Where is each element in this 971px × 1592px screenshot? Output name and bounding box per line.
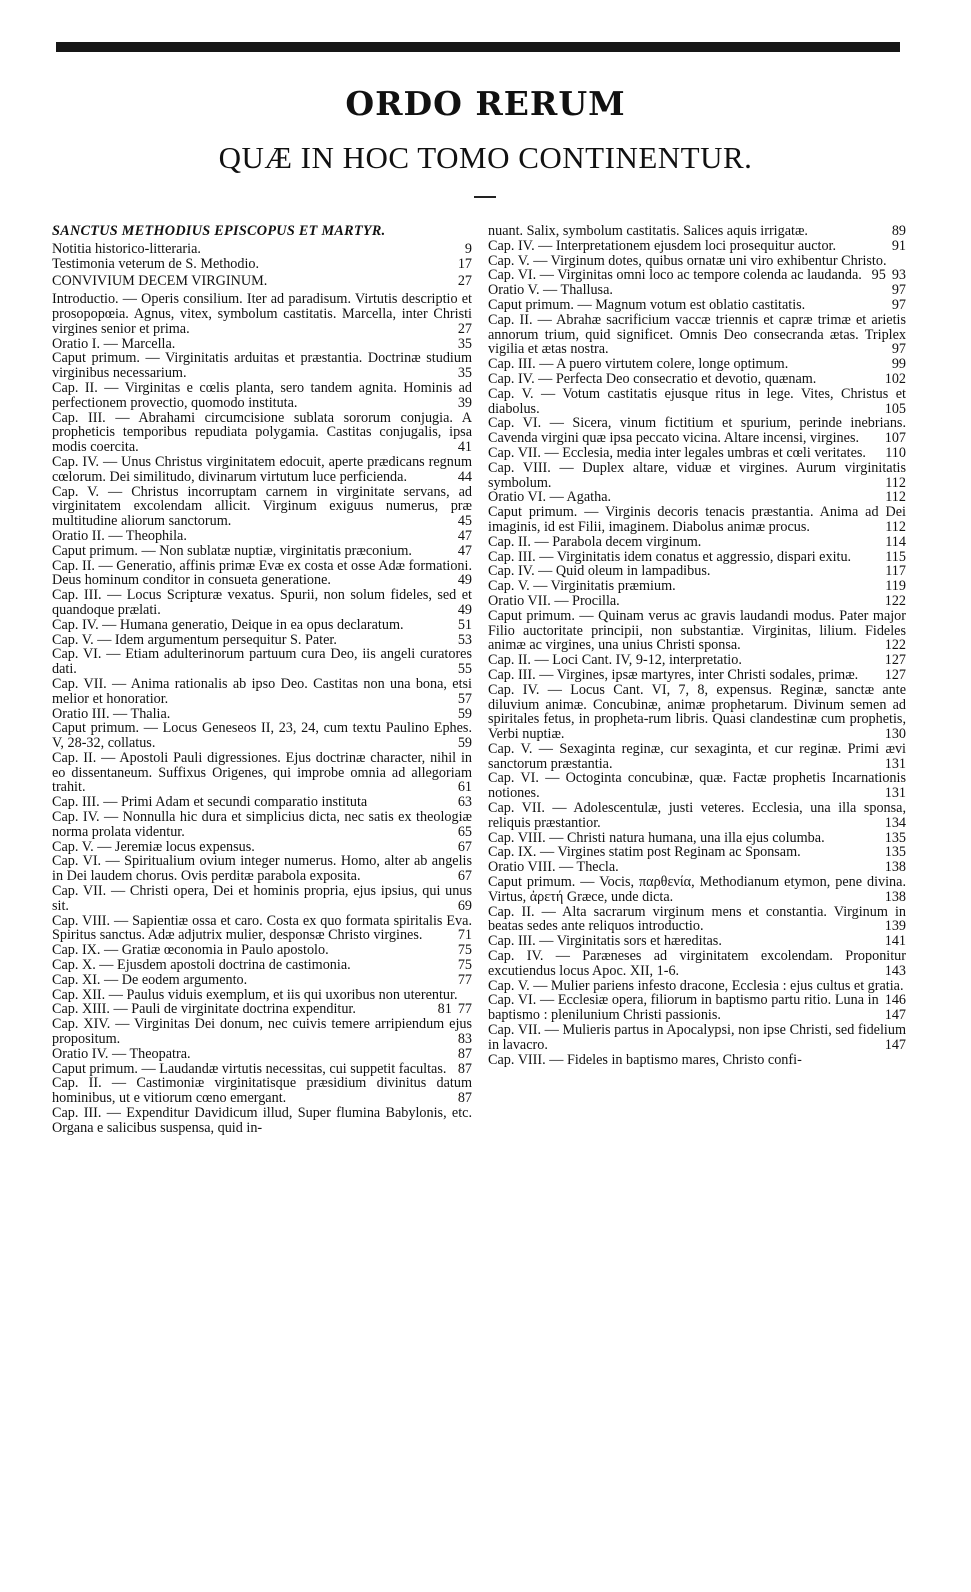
toc-entry-page: 47 bbox=[457, 542, 472, 559]
toc-entry bbox=[488, 313, 906, 357]
toc-entry-text: Cap. V. — Mulier pariens infesto dracone, Ecclesia : ejus cultus et gratia. bbox=[488, 977, 904, 994]
toc-entry-text: Cap. VI. — Virginitas omni loco ac tempore colenda ac laudanda. bbox=[488, 267, 862, 284]
toc-entry-page: 59 bbox=[457, 735, 472, 752]
toc-entry-page: 130 bbox=[884, 726, 906, 743]
toc-entry-text: Cap. V. — Votum castitatis ejusque ritus in lege. Vites, Christus et diabolus. bbox=[488, 385, 906, 417]
toc-entry bbox=[52, 1047, 472, 1062]
toc-entry-page: 146 bbox=[884, 992, 906, 1009]
toc-entry bbox=[52, 411, 472, 455]
toc-entry-page: 57 bbox=[457, 690, 472, 707]
toc-entry bbox=[488, 860, 906, 875]
toc-entry-page: 75 bbox=[457, 942, 472, 959]
toc-entry-page: 117 bbox=[885, 563, 906, 580]
toc-entry-page: 81 bbox=[437, 1001, 452, 1018]
toc-entry-page: 87 bbox=[457, 1045, 472, 1062]
toc-entry-text: Cap. V. — Jeremiæ locus expensus. bbox=[52, 838, 255, 855]
toc-entry-text: Cap. IV. — Humana generatio, Deique in ea opus declaratum. bbox=[52, 616, 404, 633]
toc-entry bbox=[52, 381, 472, 411]
toc-entry-page: 139 bbox=[884, 918, 906, 935]
toc-entry-page: 61 bbox=[457, 779, 472, 796]
toc-entry-page: 49 bbox=[457, 572, 472, 589]
toc-entry-text: Cap. IX. — Virgines statim post Reginam ac Sponsam. bbox=[488, 844, 801, 861]
toc-entry-text: Testimonia veterum de S. Methodio. bbox=[52, 255, 260, 272]
toc-entry-page: 135 bbox=[884, 829, 906, 846]
toc-entry-text: Notitia historico-litteraria. bbox=[52, 240, 201, 257]
toc-entry bbox=[488, 579, 906, 594]
toc-entry-text: Caput primum. — Vocis, παρθενία, Methodianum etymon, pene divina. Virtus, ἀρετή Græce, unde dicta. bbox=[488, 874, 906, 905]
toc-entry bbox=[52, 274, 472, 289]
toc-entry bbox=[488, 905, 906, 935]
toc-entry-page: 107 bbox=[884, 430, 906, 447]
toc-entry-page: 141 bbox=[884, 933, 906, 950]
toc-entry-page: 39 bbox=[457, 394, 472, 411]
toc-entry-text: Caput primum. — Laudandæ virtutis necessitas, cui suppetit facultas. bbox=[52, 1060, 447, 1077]
toc-entry-page: 122 bbox=[884, 637, 906, 654]
toc-entry-page: 51 bbox=[457, 616, 472, 633]
toc-entry bbox=[488, 683, 906, 742]
toc-entry bbox=[488, 446, 906, 461]
toc-entry-text: Cap. III. — Primi Adam et secundi comparatio instituta bbox=[52, 794, 368, 811]
toc-entry-page: 135 bbox=[884, 844, 906, 861]
toc-entry-page: 147 bbox=[884, 1036, 906, 1053]
toc-entry bbox=[52, 529, 472, 544]
toc-entry bbox=[52, 292, 472, 336]
toc-entry-text: Caput primum. — Locus Geneseos II, 23, 24, cum textu Paulino Ephes. V, 28-32, collatus. bbox=[52, 720, 472, 752]
toc-entry bbox=[52, 455, 472, 485]
toc-entry-text: Oratio II. — Theophila. bbox=[52, 527, 187, 544]
toc-entry-text: Cap. V. — Christus incorruptam carnem in virginitate servans, ad virginitatem excolendam allicit. Virginum exiguus numerus, præ multitudine aliorum sanctorum. bbox=[52, 483, 472, 530]
toc-entry-page: 87 bbox=[457, 1090, 472, 1107]
toc-entry bbox=[52, 707, 472, 722]
toc-entry bbox=[52, 559, 472, 589]
toc-entry-text: Cap. IV. — Paræneses ad virginitatem excolendam. Proponitur excutiendus locus Apoc. XII, 1-6. bbox=[488, 948, 906, 979]
toc-entry bbox=[52, 677, 472, 707]
toc-entry-text: Cap. IX. — Gratiæ œconomia in Paulo apostolo. bbox=[52, 942, 329, 959]
toc-entry-page: 138 bbox=[884, 859, 906, 876]
toc-entry-text: Cap. IV. — Interpretationem ejusdem loci prosequitur auctor. bbox=[488, 237, 837, 254]
toc-entry-text: Cap. VII. — Mulieris partus in Apocalypsi, non ipse Christi, sed fidelium in lavacro. bbox=[488, 1022, 906, 1053]
toc-entry-page: 41 bbox=[457, 439, 472, 456]
toc-entry-page: 138 bbox=[884, 888, 906, 905]
toc-entry-page: 102 bbox=[884, 370, 906, 387]
toc-entry-text: CONVIVIUM DECEM VIRGINUM. bbox=[52, 273, 268, 290]
toc-entry bbox=[488, 550, 906, 565]
toc-entry-page: 69 bbox=[457, 897, 472, 914]
toc-entry-text: Cap. VIII. — Fideles in baptismo mares, Christo confi- bbox=[488, 1051, 802, 1068]
toc-entry bbox=[52, 588, 472, 618]
toc-entry-text: Cap. III. — Abrahami circumcisione sublata sororum conjugia. A propheticis temporibus repudiata polygamia. Castitas conjugalis, ipsa modis coercita. bbox=[52, 409, 472, 456]
toc-entry bbox=[488, 653, 906, 668]
toc-entry bbox=[52, 1017, 472, 1047]
toc-entry-text: Cap. VI. — Ecclesiæ opera, filiorum in baptismo partu ritio. Luna in baptismo : plenilunium Christi passionis. bbox=[488, 992, 879, 1024]
toc-entry bbox=[52, 633, 472, 648]
toc-entry-text: Cap. II. — Virginitas e cœlis planta, sero tandem agnita. Hominis ad perfectionem provectio, quomodo instituta. bbox=[52, 379, 472, 411]
toc-entry-text: Cap. II. — Parabola decem virginum. bbox=[488, 533, 702, 550]
toc-entry bbox=[488, 387, 906, 417]
toc-entry-text: Caput primum. — Virginis decoris tenacis præstantia. Anima ad Dei imaginis, id est Filii, imaginem. Diabolus animæ procus. bbox=[488, 504, 906, 535]
toc-entry-page: 143 bbox=[884, 962, 906, 979]
toc-entry-text: SANCTUS METHODIUS EPISCOPUS ET MARTYR. bbox=[52, 223, 386, 239]
toc-entry-text: Oratio VII. — Procilla. bbox=[488, 592, 620, 609]
toc-entry bbox=[52, 943, 472, 958]
toc-entry-page: 53 bbox=[457, 631, 472, 648]
toc-entry bbox=[488, 372, 906, 387]
toc-entry-page: 35 bbox=[457, 365, 472, 382]
toc-entry-text: Oratio VI. — Agatha. bbox=[488, 489, 612, 506]
toc-entry-page: 99 bbox=[891, 356, 906, 373]
toc-entry-text: Cap. IV. — Locus Cant. VI, 7, 8, expensus. Reginæ, sanctæ ante diluvium animæ. Concubinæ, animæ prophetarum. Divinum semen ad spiritales fetus, in propheta-rum libris. Quasi clandestinæ cum prophetis, Verbi nuptiæ. bbox=[488, 681, 906, 743]
toc-entry-page: 75 bbox=[457, 957, 472, 974]
toc-entry-page: 112 bbox=[885, 474, 906, 491]
toc-entry-text: Oratio IV. — Theopatra. bbox=[52, 1045, 191, 1062]
toc-entry bbox=[52, 257, 472, 272]
toc-entry-page: 127 bbox=[884, 666, 906, 683]
page-subtitle: QUÆ IN HOC TOMO CONTINENTUR. bbox=[218, 140, 753, 175]
toc-entry-text: Cap. IV. — Quid oleum in lampadibus. bbox=[488, 563, 711, 580]
toc-entry-page: 44 bbox=[457, 468, 472, 485]
toc-entry-text: Cap. XII. — Paulus viduis exemplum, et iis qui uxoribus non uterentur. bbox=[52, 986, 458, 1003]
toc-entry bbox=[488, 949, 906, 979]
toc-entry bbox=[52, 795, 472, 810]
toc-entry bbox=[52, 914, 472, 944]
toc-entry-page: 134 bbox=[884, 814, 906, 831]
toc-entry-page: 131 bbox=[884, 755, 906, 772]
toc-entry bbox=[488, 801, 906, 831]
left-column bbox=[52, 224, 472, 1136]
toc-entry-page: 91 bbox=[891, 237, 906, 254]
toc-entry-text: Caput primum. — Virginitatis arduitas et præstantia. Doctrinæ studium virginibus necessarium. bbox=[52, 350, 472, 382]
toc-entry-text: Caput primum. — Non sublatæ nuptiæ, virginitatis præconium. bbox=[52, 542, 412, 559]
toc-entry bbox=[488, 875, 906, 905]
toc-entry-page: 97 bbox=[891, 296, 906, 313]
toc-entry bbox=[488, 771, 906, 801]
toc-entry bbox=[488, 535, 906, 550]
toc-entry-text: Cap. III. — Virginitatis idem conatus et aggressio, dispari exitu. bbox=[488, 548, 852, 565]
toc-entry-page: 112 bbox=[885, 518, 906, 535]
toc-entry bbox=[488, 993, 906, 1023]
toc-entry bbox=[52, 751, 472, 795]
toc-entry bbox=[52, 242, 472, 257]
toc-entry-text: Cap. VIII. — Christi natura humana, una illa ejus columba. bbox=[488, 829, 825, 846]
toc-entry-text: Cap. II. — Alta sacrarum virginum mens et constantia. Virginum in beatas sedes ante reliquos introductio. bbox=[488, 903, 906, 935]
toc-entry-page: 45 bbox=[457, 513, 472, 530]
toc-entry-page: 55 bbox=[457, 661, 472, 678]
toc-entry bbox=[52, 544, 472, 559]
toc-entry-text: Cap. VII. — Anima rationalis ab ipso Deo. Castitas non una bona, etsi melior et honoratior. bbox=[52, 675, 472, 707]
toc-entry-page: 77 bbox=[457, 971, 472, 988]
toc-entry bbox=[488, 505, 906, 535]
toc-entry bbox=[52, 485, 472, 529]
toc-entry-page: 67 bbox=[457, 868, 472, 885]
toc-entry-page: 49 bbox=[457, 601, 472, 618]
toc-entry-page: 147 bbox=[884, 1007, 906, 1024]
toc-entry-text: Oratio I. — Marcella. bbox=[52, 335, 176, 352]
toc-entry-text: Cap. VI. — Sicera, vinum fictitium et spurium, perinde inebrians. Cavenda virgini quæ ipsa peccato vicina. Altare incensi, virgines. bbox=[488, 415, 906, 447]
toc-entry bbox=[52, 810, 472, 840]
toc-entry-text: Cap. VI. — Octoginta concubinæ, quæ. Factæ prophetis Incarnationis notiones. bbox=[488, 770, 906, 802]
toc-entry bbox=[488, 283, 906, 298]
toc-entry bbox=[52, 224, 472, 239]
toc-entry-text: Cap. IV. — Perfecta Deo consecratio et devotio, quænam. bbox=[488, 370, 817, 387]
toc-entry bbox=[52, 1002, 472, 1017]
toc-entry bbox=[52, 854, 472, 884]
toc-entry bbox=[52, 1062, 472, 1077]
toc-entry-text: Cap. VIII. — Duplex altare, viduæ et virgines. Aurum virginitatis symbolum. bbox=[488, 459, 906, 491]
toc-entry-text: Cap. V. — Virginum dotes, quibus ornatæ uni viro exhibentur Christo. bbox=[488, 252, 887, 269]
toc-entry-page: 110 bbox=[885, 444, 906, 461]
toc-entry-page: 17 bbox=[457, 255, 472, 272]
toc-entry-page: 67 bbox=[457, 838, 472, 855]
toc-entry-text: Cap. II. — Castimoniæ virginitatisque præsidium divinitus datum hominibus, ut e vitiorum cœno emergant. bbox=[52, 1075, 472, 1107]
top-rule bbox=[56, 42, 900, 52]
toc-entry-page: 97 bbox=[891, 341, 906, 358]
toc-entry bbox=[488, 934, 906, 949]
toc-entry-text: Cap. III. — Virgines, ipsæ martyres, inter Christi sodales, primæ. bbox=[488, 666, 859, 683]
toc-entry bbox=[488, 1053, 906, 1068]
toc-entry bbox=[52, 1106, 472, 1136]
toc-entry bbox=[488, 298, 906, 313]
toc-entry bbox=[488, 1023, 906, 1053]
toc-entry-text: Caput primum. — Quinam verus ac gravis laudandi modus. Pater major Filio auctoritate principii, non substantiæ. Virginitas, lilium. Fideles animæ ac virgines, una unius Christi sponsa. bbox=[488, 607, 906, 654]
toc-entry-page: 95 bbox=[871, 267, 886, 284]
toc-entry-text: Cap. III. — Virginitatis sors et hæreditas. bbox=[488, 933, 722, 950]
toc-entry-page: 27 bbox=[457, 320, 472, 337]
toc-entry-text: Cap. V. — Virginitatis præmium. bbox=[488, 578, 676, 595]
toc-entry-text: Oratio III. — Thalia. bbox=[52, 705, 171, 722]
toc-entry bbox=[488, 239, 906, 254]
toc-entry-text: Cap. II. — Generatio, affinis primæ Evæ ex costa et osse Adæ formationi. Deus hominum conditor in consueta generatione. bbox=[52, 557, 472, 589]
toc-entry-text: Cap. VI. — Etiam adulterinorum partuum cura Deo, iis angeli curatores dati. bbox=[52, 646, 472, 678]
toc-entry-text: Cap. X. — Ejusdem apostoli doctrina de castimonia. bbox=[52, 957, 351, 974]
toc-entry bbox=[488, 416, 906, 446]
toc-entry-text: Cap. VII. — Christi opera, Dei et hominis propria, ejus ipsius, qui unus sit. bbox=[52, 883, 472, 914]
toc-entry-text: Caput primum. — Magnum votum est oblatio castitatis. bbox=[488, 296, 806, 313]
toc-entry-text: Cap. II. — Loci Cant. IV, 9-12, interpretatio. bbox=[488, 652, 742, 669]
toc-entry-page: 77 bbox=[457, 1001, 472, 1018]
toc-entry-page: 83 bbox=[457, 1031, 472, 1048]
toc-entry-text: Cap. XIV. — Virginitas Dei donum, nec cuivis temere arripiendum ejus propositum. bbox=[52, 1016, 472, 1048]
toc-entry bbox=[52, 958, 472, 973]
toc-entry-page: 89 bbox=[891, 223, 906, 239]
toc-entry-page: 27 bbox=[457, 273, 472, 290]
toc-entry-text: Cap. III. — Locus Scripturæ vexatus. Spurii, non solum fideles, sed et quandoque prælati. bbox=[52, 587, 472, 618]
toc-entry-page: 115 bbox=[885, 548, 906, 565]
toc-entry-text: Oratio V. — Thallusa. bbox=[488, 282, 613, 299]
page-title: ORDO RERUM bbox=[345, 84, 626, 123]
toc-entry bbox=[52, 721, 472, 751]
toc-entry bbox=[488, 845, 906, 860]
toc-entry-text: Cap. IV. — Unus Christus virginitatem edocuit, aperte prædicans regnum cœlorum. Dei similitudo, divinarum virtutum luce perficienda. bbox=[52, 453, 472, 485]
toc-entry bbox=[52, 884, 472, 914]
toc-entry-text: Oratio VIII. — Thecla. bbox=[488, 859, 619, 876]
toc-entry-page: 119 bbox=[885, 578, 906, 595]
toc-entry bbox=[488, 268, 906, 283]
toc-entry-page: 87 bbox=[457, 1060, 472, 1077]
toc-entry-text: Cap. IV. — Nonnulla hic dura et simplicius dicta, nec satis ex theologiæ norma prolata videntur. bbox=[52, 809, 472, 840]
toc-entry-text: Cap. V. — Idem argumentum persequitur S. Pater. bbox=[52, 631, 337, 648]
right-column bbox=[488, 224, 906, 1067]
toc-entry-page: 131 bbox=[884, 785, 906, 802]
toc-entry-text: Cap. III. — Expenditur Davidicum illud, Super flumina Babylonis, etc. Organa e salicibus suspensa, quid in- bbox=[52, 1105, 472, 1136]
toc-entry bbox=[488, 594, 906, 609]
toc-entry bbox=[52, 618, 472, 633]
toc-entry bbox=[52, 1076, 472, 1106]
toc-entry-page: 93 bbox=[891, 267, 906, 284]
toc-entry bbox=[488, 357, 906, 372]
title-dash bbox=[474, 196, 496, 198]
toc-entry bbox=[52, 840, 472, 855]
toc-entry-page: 59 bbox=[457, 705, 472, 722]
toc-entry bbox=[488, 742, 906, 772]
toc-entry-text: Introductio. — Operis consilium. Iter ad paradisum. Virtutis descriptio et prosopopœia. Agnus, vitex, symbolum castitatis. Marcella, inter Christi virgines senior et prima. bbox=[52, 291, 472, 337]
toc-entry-text: Cap. III. — A puero virtutem colere, longe optimum. bbox=[488, 356, 789, 373]
toc-entry-page: 105 bbox=[884, 400, 906, 417]
toc-entry-text: nuant. Salix, symbolum castitatis. Salices aquis irrigatæ. bbox=[488, 223, 808, 239]
toc-entry bbox=[488, 490, 906, 505]
toc-entry-page: 112 bbox=[885, 489, 906, 506]
toc-entry-text: Cap. VIII. — Sapientiæ ossa et caro. Costa ex quo formata spiritalis Eva. Spiritus sanctus. Adæ adjutrix mulier, desponsæ Christo virgines. bbox=[52, 912, 472, 944]
toc-entry-page: 114 bbox=[885, 533, 906, 550]
toc-entry bbox=[52, 647, 472, 677]
toc-entry bbox=[488, 668, 906, 683]
toc-entry-page: 122 bbox=[884, 592, 906, 609]
toc-entry bbox=[488, 224, 906, 239]
toc-entry-text: Cap. II. — Apostoli Pauli digressiones. Ejus doctrinæ character, nihil in eo dissentaneum. Suffixus Origenes, qui improbe omnia ad allegoriam trahit. bbox=[52, 749, 472, 796]
toc-entry-text: Cap. XI. — De eodem argumento. bbox=[52, 971, 248, 988]
toc-entry bbox=[488, 564, 906, 579]
toc-entry-text: Cap. VII. — Adolescentulæ, justi veteres. Ecclesia, una illa sponsa, reliquis præstantior. bbox=[488, 800, 906, 831]
toc-entry bbox=[52, 351, 472, 381]
toc-entry-page: 9 bbox=[464, 240, 472, 257]
toc-entry-text: Cap. VII. — Ecclesia, media inter legales umbras et cœli veritates. bbox=[488, 444, 866, 461]
toc-entry-text: Cap. VI. — Spiritualium ovium integer numerus. Homo, alter ab angelis in Dei laudem chorus. Ovis perditæ parabola exposita. bbox=[52, 853, 472, 885]
toc-entry bbox=[52, 973, 472, 988]
toc-entry-page: 97 bbox=[891, 282, 906, 299]
toc-entry bbox=[52, 337, 472, 352]
toc-entry bbox=[488, 461, 906, 491]
toc-entry-page: 127 bbox=[884, 652, 906, 669]
toc-entry-page: 65 bbox=[457, 823, 472, 840]
toc-entry-page: 71 bbox=[457, 927, 472, 944]
toc-entry-text: Cap. XIII. — Pauli de virginitate doctrina expenditur. bbox=[52, 1001, 356, 1018]
toc-entry-page: 35 bbox=[457, 335, 472, 352]
toc-entry-text: Cap. V. — Sexaginta reginæ, cur sexaginta, et cur reginæ. Primi ævi sanctorum præstantia. bbox=[488, 740, 906, 772]
toc-entry bbox=[488, 609, 906, 653]
toc-entry-page: 47 bbox=[457, 527, 472, 544]
toc-entry-text: Cap. II. — Abrahæ sacrificium vaccæ triennis et capræ trimæ et arietis annorum trium, quid significet. Omnis Deo consecranda ætas. Triplex vigilia et ætas nostra. bbox=[488, 311, 906, 358]
toc-entry-page: 63 bbox=[457, 794, 472, 811]
toc-entry bbox=[488, 831, 906, 846]
